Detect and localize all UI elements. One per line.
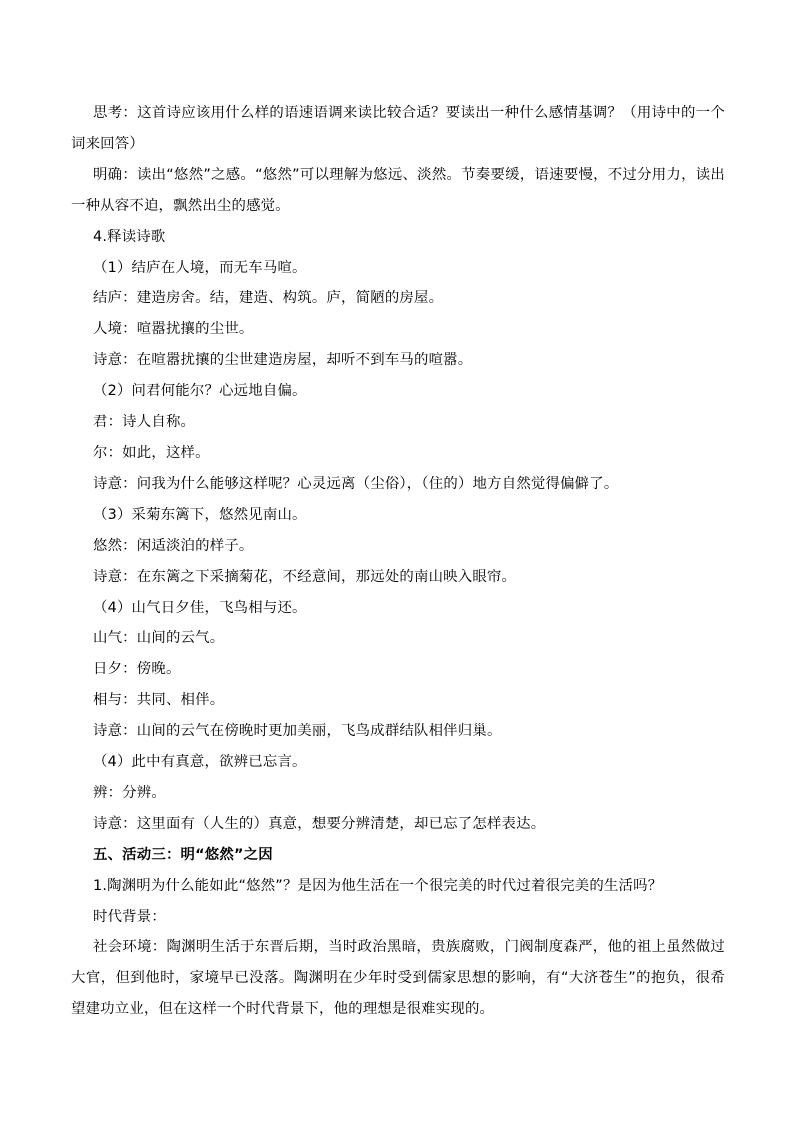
meaning-line-1: 诗意：在喧嚣扰攘的尘世建造房屋，却听不到车马的喧嚣。 — [93, 352, 473, 369]
meaning-line-5: 诗意：这里面有（人生的）真意，想要分辨清楚，却已忘了怎样表达。 — [93, 815, 546, 832]
annotation-shanqi: 山气：山间的云气。 — [93, 630, 225, 647]
meaning-line-3: 诗意：在东篱之下采摘菊花，不经意间，那远处的南山映入眼帘。 — [93, 568, 517, 585]
annotation-xiangyu: 相与：共同、相伴。 — [93, 692, 225, 709]
section-heading-activity-three: 五、活动三：明“悠然”之因 — [93, 846, 273, 863]
annotation-jielu: 结庐：建造房舍。结，建造、构筑。庐，简陋的房屋。 — [93, 290, 444, 307]
paragraph-clarification: 明确：读出“悠然”之感。“悠然”可以理解为悠远、淡然。节奏要缓，语速要慢，不过分用力，读出一种从容不迫，飘然出尘的感觉。 — [71, 166, 725, 214]
section-heading-interpret-poem: 4.释读诗歌 — [93, 228, 166, 245]
poem-line-3: （3）采菊东篱下，悠然见南山。 — [93, 506, 307, 523]
poem-line-5: （4）此中有真意，欲辨已忘言。 — [93, 754, 307, 771]
document-body — [71, 98, 725, 1025]
poem-line-1: （1）结庐在人境，而无车马喧。 — [93, 259, 307, 276]
annotation-jun: 君：诗人自称。 — [93, 414, 196, 431]
annotation-renjing: 人境：喧嚣扰攘的尘世。 — [93, 321, 254, 338]
meaning-line-2: 诗意：问我为什么能够这样呢？心灵远离（尘俗），（住的）地方自然觉得偏僻了。 — [93, 475, 619, 492]
annotation-er: 尔：如此，这样。 — [93, 444, 210, 461]
question-why-youran: 1.陶渊明为什么能如此“悠然”？是因为他生活在一个很完美的时代过着很完美的生活吗？ — [93, 877, 663, 894]
meaning-line-4: 诗意：山间的云气在傍晚时更加美丽，飞鸟成群结队相伴归巢。 — [93, 723, 502, 740]
annotation-youran: 悠然：闲适淡泊的样子。 — [93, 537, 254, 554]
label-historical-background: 时代背景： — [93, 908, 166, 925]
annotation-rixi: 日夕：傍晚。 — [93, 661, 181, 678]
paragraph-thinking-question: 思考：这首诗应该用什么样的语速语调来读比较合适？要读出一种什么感情基调？（用诗中的一个词来回答） — [71, 105, 725, 152]
poem-line-4: （4）山气日夕佳，飞鸟相与还。 — [93, 599, 307, 616]
poem-line-2: （2）问君何能尔？心远地自偏。 — [93, 383, 307, 400]
annotation-bian: 辨：分辨。 — [93, 784, 166, 801]
paragraph-social-environment: 社会环境：陶渊明生活于东晋后期，当时政治黑暗，贵族腐败，门阀制度森严，他的祖上虽然做过大官，但到他时，家境早已没落。陶渊明在少年时受到儒家思想的影响，有“大济苍生”的抱负，很希望建功立业，但在这样一个时代背景下，他的理想是很难实现的。 — [71, 939, 725, 1018]
